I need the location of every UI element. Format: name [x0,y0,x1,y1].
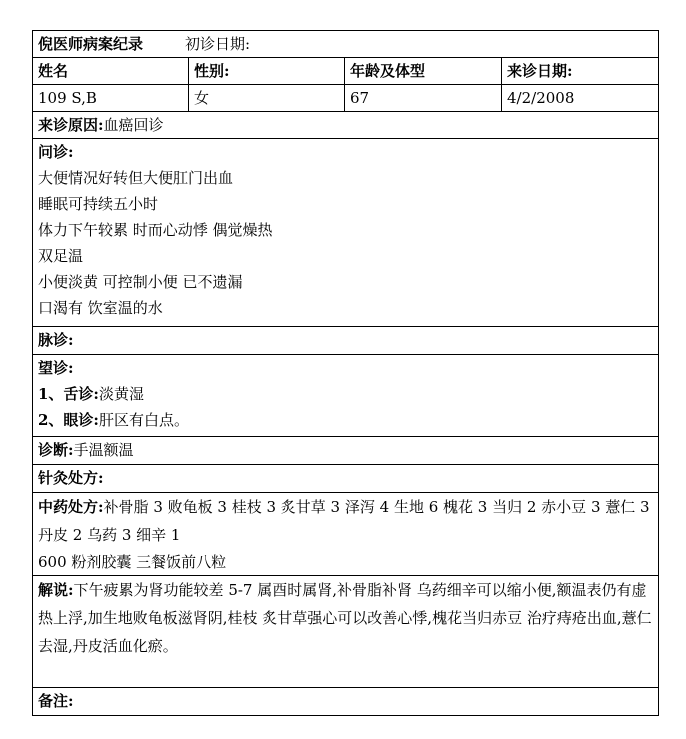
herbs-label: 中药处方: [38,498,104,516]
herbs-cell [33,493,659,576]
first-visit-label: 初诊日期: [185,35,251,53]
notes-label: 备注: [33,688,659,716]
acupuncture-label: 针灸处方: [33,465,659,493]
patient-age: 67 [345,85,502,112]
reason-value: 血癌回诊 [103,116,164,134]
observation-row [33,355,659,437]
title-cell [33,31,659,58]
pulse-label: 脉诊: [33,327,659,355]
inquiry-line: 双足温 [38,247,84,265]
explanation-text: 下午疲累为肾功能较差 5-7 属酉时属肾,补骨脂补肾 乌药细辛可以缩小便,额温表仍有虚热上浮,加生地败龟板滋肾阴,桂枝 炙甘草强心可以改善心悸,槐花当归赤豆 治疗痔疮出血,薏仁去湿,丹皮活血化瘀。 [38,581,652,655]
reason-row [33,112,659,139]
patient-name: 109 S,B [33,85,189,112]
patient-row [33,85,659,112]
tongue-value: 淡黄湿 [98,385,144,403]
record-table [32,30,659,716]
tongue-label: 1、舌诊: [38,385,99,403]
inquiry-row [33,139,659,327]
diagnosis-value: 手温额温 [73,441,134,459]
header-name: 姓名 [33,58,189,85]
inquiry-label: 问诊: [38,143,74,161]
herbs-dosage: 600 粉剂胶囊 三餐饭前八粒 [38,553,227,571]
pulse-row [33,327,659,355]
title-row [33,31,659,58]
observation-cell [33,355,659,437]
explanation-label: 解说: [38,581,74,599]
reason-label: 来诊原因: [38,116,104,134]
header-gender: 性别: [189,58,345,85]
diagnosis-row [33,437,659,465]
notes-row [33,688,659,716]
header-age: 年龄及体型 [345,58,502,85]
reason-cell [33,112,659,139]
inquiry-line: 小便淡黄 可控制小便 已不遗漏 [38,273,243,291]
herbs-text: 补骨脂 3 败龟板 3 桂枝 3 炙甘草 3 泽泻 4 生地 6 槐花 3 当归 2 赤小豆 3 薏仁 3 丹皮 2 乌药 3 细辛 1 [38,498,650,544]
observation-label: 望诊: [38,359,74,377]
patient-gender: 女 [189,85,345,112]
patient-visit-date: 4/2/2008 [502,85,659,112]
inquiry-cell [33,139,659,327]
eye-label: 2、眼诊: [38,411,99,429]
header-visit-date: 来诊日期: [502,58,659,85]
explanation-cell [33,576,659,688]
header-row [33,58,659,85]
herbs-row [33,493,659,576]
explanation-row [33,576,659,688]
inquiry-line: 体力下午较累 时而心动悸 偶觉燥热 [38,221,273,239]
diagnosis-label: 诊断: [38,441,74,459]
inquiry-line: 口渴有 饮室温的水 [38,299,163,317]
acupuncture-row [33,465,659,493]
medical-record-sheet [32,30,658,716]
inquiry-line: 睡眠可持续五小时 [38,195,159,213]
eye-value: 肝区有白点。 [98,411,189,429]
inquiry-line: 大便情况好转但大便肛门出血 [38,169,234,187]
record-title: 倪医师病案纪录 [38,35,144,53]
diagnosis-cell [33,437,659,465]
